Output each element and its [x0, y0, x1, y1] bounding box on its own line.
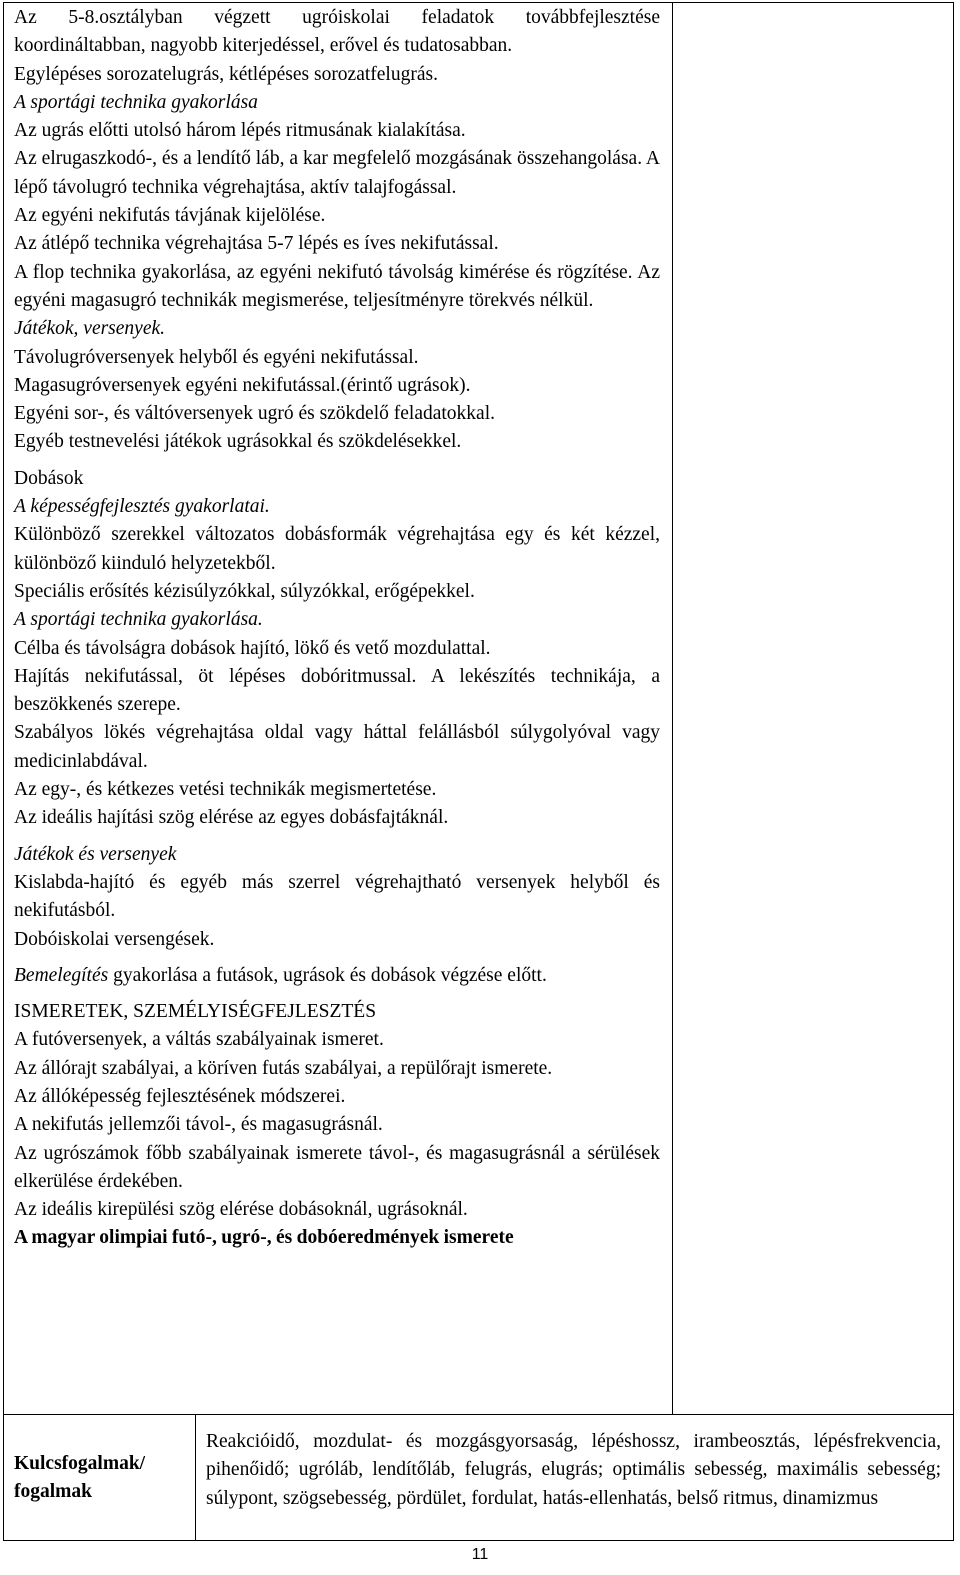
- key-concepts-label: Kulcsfogalmak/ fogalmak: [14, 1453, 146, 1503]
- jump-line: Az ugrás előtti utolsó három lépés ritmusának kialakítása.: [14, 120, 466, 142]
- knowledge-line: Az állóképesség fejlesztésének módszerei.: [14, 1085, 346, 1107]
- key-concepts-divider: [195, 1414, 196, 1541]
- knowledge-line: A nekifutás jellemzői távol-, és magasugrásnál.: [14, 1114, 383, 1136]
- skill-line: Speciális erősítés kézisúlyzókkal, súlyzókkal, erőgépekkel.: [14, 580, 475, 602]
- game-line: Egyéni sor-, és váltóversenyek ugró és szökdelő feladatokkal.: [14, 403, 495, 425]
- throw-line: Célba és távolságra dobások hajító, lökő és vető mozdulattal.: [14, 637, 491, 659]
- sport-technique-heading: A sportági technika gyakorlása.: [14, 609, 263, 631]
- page-number: 11: [471, 1546, 489, 1563]
- throws-heading: Dobások: [14, 467, 84, 489]
- knowledge-line: Az állórajt szabályai, a köríven futás szabályai, a repülőrajt ismerete.: [14, 1057, 553, 1079]
- series-jumps-line: Egylépéses sorozatelugrás, kétlépéses sorozatfelugrás.: [14, 63, 438, 85]
- warmup-term: Bemelegítés: [14, 964, 109, 986]
- knowledge-bold-line: A magyar olimpiai futó-, ugró-, és dobóeredmények ismerete: [14, 1227, 514, 1249]
- throw-line: Az ideális hajítási szög elérése az egyes dobásfajtáknál.: [14, 807, 449, 829]
- knowledge-line: Az ugrószámok főbb szabályainak ismerete távol-, és magasugrásnál a sérülések elkerülése érdekében.: [14, 1142, 660, 1192]
- skill-line: Különböző szerekkel változatos dobásformák végrehajtása egy és két kézzel, különböző kiinduló helyzetekből.: [14, 524, 660, 574]
- warmup-text: gyakorlása a futások, ugrások és dobások végzése előtt.: [108, 964, 547, 986]
- game-line: Magasugróversenyek egyéni nekifutással.(érintő ugrások).: [14, 374, 471, 396]
- throw-line: Szabályos lökés végrehajtása oldal vagy háttal felállásból súlygolyóval vagy medicinlabdával.: [14, 722, 660, 772]
- games-heading: Játékok és versenyek: [14, 843, 177, 865]
- knowledge-heading: ISMERETEK, SZEMÉLYISÉGFEJLESZTÉS: [14, 1001, 377, 1023]
- content-cell: [14, 4, 660, 1253]
- throw-line: Az egy-, és kétkezes vetési technikák megismertetése.: [14, 779, 437, 801]
- sport-technique-heading: A sportági technika gyakorlása: [14, 91, 258, 113]
- games-heading: Játékok, versenyek.: [14, 318, 166, 340]
- throw-line: Hajítás nekifutással, öt lépéses dobóritmussal. A lekészítés technikája, a beszökkenés szerepe.: [14, 665, 660, 716]
- game-line: Kislabda-hajító és egyéb más szerrel végrehajtható versenyek helyből és nekifutásból.: [14, 871, 660, 922]
- warmup-paragraph: [14, 962, 660, 990]
- intro-paragraph: Az 5-8.osztályban végzett ugróiskolai feladatok továbbfejlesztése koordináltabban, nagyobb kiterjedéssel, erővel és tudatosabban.: [14, 7, 660, 57]
- knowledge-line: A futóversenyek, a váltás szabályainak ismeret.: [14, 1029, 384, 1051]
- jump-line: Az egyéni nekifutás távjának kijelölése.: [14, 205, 326, 227]
- game-line: Egyéb testnevelési játékok ugrásokkal és szökdelésekkel.: [14, 431, 462, 453]
- table-row-divider: [3, 1414, 954, 1415]
- table-column-divider: [672, 2, 673, 1414]
- game-line: Távolugróversenyek helyből és egyéni nekifutással.: [14, 346, 419, 368]
- skills-heading: A képességfejlesztés gyakorlatai.: [14, 496, 270, 518]
- key-concepts-text: Reakcióidő, mozdulat- és mozgásgyorsaság, lépéshossz, irambeosztás, lépésfrekvencia, pihenőidő; ugróláb, lendítőláb, felugrás, elugrás; optimális sebesség, maximális sebesség; súlypont, szögsebesség, pördület, fordulat, hatás-ellenhatás, belső ritmus, dinamizmus: [206, 1431, 941, 1509]
- jump-line: Az elrugaszkodó-, és a lendítő láb, a kar megfelelő mozgásának összehangolása. A lépő távolugró technika végrehajtása, aktív talajfogással.: [14, 148, 660, 198]
- jump-line: Az átlépő technika végrehajtása 5-7 lépés es íves nekifutással.: [14, 233, 499, 255]
- knowledge-line: Az ideális kirepülési szög elérése dobásoknál, ugrásoknál.: [14, 1199, 468, 1221]
- jump-line: A flop technika gyakorlása, az egyéni nekifutó távolság kimérése és rögzítése. Az egyéni magasugró technikák megismerése, teljesítményre törekvés nélkül.: [14, 261, 660, 311]
- game-line: Dobóiskolai versengések.: [14, 928, 215, 950]
